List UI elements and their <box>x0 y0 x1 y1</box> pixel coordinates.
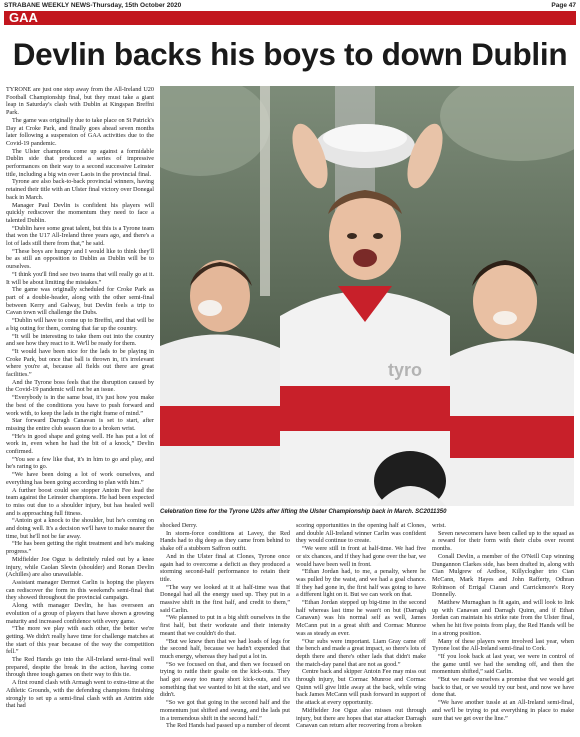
article-paragraph: “Our subs were important. Liam Gray came off the bench and made a great impact, so there's lots of depth there and there's other lads that didn't make the match-day panel that are not as good.” <box>296 637 426 668</box>
article-paragraph: “I think you'll find see two teams that will really go at it. It will be about limiting the mistakes.” <box>6 270 154 286</box>
article-paragraph: Many of these players were involved last year, when Tyrone lost the All-Ireland semi-final to Cork. <box>432 637 574 653</box>
article-paragraph: Midfielder Joe Oguz also misses out through injury, but there are hopes that star attacker Darragh Canavan can return after recovering from a broken <box>296 706 426 730</box>
article-paragraph: “The way we looked at it at half-time was that Donegal had all the energy used up. They put in a massive shift in the first half, and credit to them,” said Carlin. <box>160 583 290 614</box>
article-paragraph: TYRONE are just one step away from the All-Ireland U20 Football Championship final, but they must take a giant leap in Saturday's clash with Dublin at Kingspan Breffni Park. <box>6 86 154 117</box>
article-paragraph: Tyrone are also back-to-back provincial winners, having retained their title with an Ulster final victory over Donegal back in March. <box>6 178 154 201</box>
article-paragraph: The Red Hands go into the All-Ireland semi-final well prepared, despite the break in the action, having come through three tough games on their way to this tie. <box>6 656 154 679</box>
article-paragraph: “Ethan Jordan had, to me, a penalty, where he was pulled by the waist, and we had a goal chance. If they had gone in, the first half was going to have a different light on it. But we can work on that. <box>296 568 426 599</box>
article-column-bottom-3 <box>432 522 574 734</box>
article-paragraph: “You see a few like that, it's in him to go and play, and he's raring to go. <box>6 455 154 471</box>
article-paragraph: “It would have been nice for the lads to be playing in Croke Park, but once that ball is thrown in, it's irrelevant where you're at, because all fields out there are great facilities.” <box>6 347 154 379</box>
article-paragraph: Along with manager Devlin, he has overseen an evolution of a group of players that have shown a growing maturity and increased confidence with every game. <box>6 602 154 625</box>
publication-date: STRABANE WEEKLY NEWS-Thursday, 15th October 2020 <box>4 2 182 9</box>
article-paragraph: The Ulster champions come up against a formidable Dublin side that produced a series of impressive performances on their way to a second successive Leinster title, including a big win over Laois in the provincial final. <box>6 147 154 178</box>
article-paragraph: “But we knew then that we had loads of legs for the second half, because we hadn't expended that much energy, whereas they had put a lot in. <box>160 637 290 660</box>
article-paragraph: Matthew Murnaghan is fit again, and will look to link up with Canavan and Darragh Quinn, and if Ethan Jordan can maintain his strike rate from the Ulster final, when he hit five points from play, the Red Hands will be in a strong position. <box>432 599 574 637</box>
article-column-left <box>6 86 154 733</box>
article-paragraph: “We planned to put in a big shift ourselves in the first half, but their workrate and their intensity meant that we couldn't do that. <box>160 614 290 637</box>
article-column-bottom-2 <box>296 522 426 734</box>
section-label: GAA <box>9 10 38 25</box>
article-paragraph: “If you look back at last year, we were in control of the game until we had the sending off, and then the momentum shifted,” said Carlin. <box>432 652 574 676</box>
article-paragraph: “He's in good shape and going well. He has put a lot of work in, even when he had the bit of a knock,” Devlin confirmed. <box>6 432 154 456</box>
article-paragraph: A first round clash with Armagh went to extra-time at the Athletic Grounds, with the defending champions finishing strongly to set up a semi-final clash with an Antrim side that had <box>6 679 154 710</box>
article-paragraph: Manager Paul Devlin is confident his players will quickly rediscover the momentum they need to face a talented Dublin. <box>6 201 154 224</box>
article-paragraph: “Dublin will have to come up to Breffni, and that will be a big outing for them, coming that far up the country. <box>6 317 154 332</box>
svg-text:tyro: tyro <box>388 360 423 380</box>
article-paragraph: scoring opportunities in the opening half at Clones, and double All-Ireland winner Carlin was confident they would continue to create. <box>296 522 426 545</box>
article-paragraph: wrist. <box>432 522 446 529</box>
photo-caption: Celebration time for the Tyrone U20s after lifting the Ulster Championship back in March. SC2011350 <box>160 509 447 515</box>
article-paragraph: “Ethan Jordan stepped up big-time in the second half whereas last time he wasn't on but (Darragh Canavan) was his normal self as well, James McCann put in a great shift and Cormac Munroe was as steady as ever. <box>296 599 426 637</box>
article-paragraph: Conall Devlin, a member of the O'Neill Cup winning Dungannon Clarkes side, has been drafted in, along with Cian Mulgrew of Ardboe, Killyclogher trio Cian McCann, Mark Hayes and John Rafferty, Odhran Robinson of Errigal Ciaran and Carrickmore's Rory Donnelly. <box>432 552 574 599</box>
article-paragraph: Centre back and skipper Antoin Fee may miss out through injury, but Cormac Munroe and Cormac Quinn will give little away at the back, while wing back James McCann will push forward in support of the attack at every opportunity. <box>296 668 426 707</box>
article-paragraph: “Antoin got a knock to the shoulder, but he's coming on and doing well. It's a decision we'll have to make nearer the time, but he'll not be far away. <box>6 517 154 540</box>
article-paragraph: And in the Ulster final at Clones, Tyrone once again had to overcome a deficit as they produced a storming second-half performance to retain their title. <box>160 552 290 583</box>
article-paragraph: The game was originally scheduled for Croke Park as part of a double-header, along with the other semi-final between Kerry and Galway, but Devlin feels a trip to Cavan town will challenge the Dubs. <box>6 286 154 317</box>
article-paragraph: “So we got that going in the second half and the momentum just shifted and swung, and the lads put in a tremendous shift in the second half.” <box>160 699 290 722</box>
article-paragraph: A further boost could see stopper Antoin Fee lead the team against the Leinster champions. He had been expected to miss out due to a shoulder injury, but has healed well and is approaching full fitness. <box>6 486 154 517</box>
article-paragraph: “So we focused on that, and then we focused on trying to rattle their goalie on the kick-outs. They had got away too many short kick-outs, and it's something that we wanted to hit at the start, and we didn't. <box>160 660 290 699</box>
article-paragraph: Midfielder Joe Oguz is definitely ruled out by a knee injury, while Caolan Slevin (shoulder) and Ronan Devlin (Achilles) are also unavailable. <box>6 555 154 579</box>
article-paragraph: The game was originally due to take place on St Patrick's Day at Croke Park, and finally goes ahead seven months later following a suspension of GAA activities due to the Covid-19 pandemic. <box>6 116 154 147</box>
article-paragraph: And the Tyrone boss feels that the disruption caused by the Covid-19 pandemic will not be an issue. <box>6 378 154 394</box>
article-paragraph: “Dublin have some great talent, but this is a Tyrone team that won the U17 All-Ireland three years ago, and there's a lot of lads still there from that,” he said. <box>6 224 154 248</box>
article-paragraph: “The more we play with each other, the better we're getting. We didn't really have time for challenge matches at the start of this year because of the way the competition fell.” <box>6 625 154 656</box>
article-paragraph: “We were still in front at half-time. We had five or six chances, and if they had gone over the bar, we would have been well in front. <box>296 545 426 568</box>
article-paragraph: The Red Hands had passed up a number of decent <box>166 722 290 730</box>
article-paragraph: “He has been getting the right treatment and he's making progress.” <box>6 540 154 556</box>
article-paragraph: “We have another tussle at an All-Ireland semi-final, and we'll be trying to put everything in place to make sure that we get over the line.” <box>432 699 574 722</box>
article-column-bottom-1 <box>160 522 290 734</box>
section-bar <box>4 11 576 25</box>
page-number: Page 47 <box>551 2 576 9</box>
article-paragraph: “Everybody is in the same boat, it's just how you make the best of the conditions you have to push forward and work with, to keep the lads in the right frame of mind.” <box>6 394 154 417</box>
headline: Devlin backs his boys to down Dublin <box>12 36 568 72</box>
article-paragraph: “But we made ourselves a promise that we would get back to that, or we would try our best, and now we have done that. <box>432 676 574 699</box>
article-paragraph: “We have been doing a lot of work ourselves, and everything has been going according to plan with him.” <box>6 471 154 486</box>
photo-illustration <box>160 86 574 506</box>
team-celebration-photo <box>160 86 574 506</box>
article-paragraph: Star forward Darragh Canavan is set to start, after missing the entire club season due to a broken wrist. <box>6 417 154 432</box>
article-paragraph: shocked Derry. <box>160 522 198 529</box>
article-paragraph: “These boys are hungry and I would like to think they'll be as still an opposition to Dublin as Dublin will be to ourselves. <box>6 247 154 271</box>
article-paragraph: Seven newcomers have been called up to the squad as a reward for their form with their clubs over recent months. <box>432 529 574 553</box>
article-paragraph: Assistant manager Dermot Carlin is hoping the players can rediscover the form in this weekend's semi-final that they showed throughout the provincial campaign. <box>6 579 154 602</box>
article-paragraph: In storm-force conditions at Lavey, the Red Hands had to dig deep as they came from behind to shake off a stubborn Saffron outfit. <box>160 529 290 553</box>
article-paragraph: “It will be interesting to take them out into the country and see how they react to it. We'll be ready for them. <box>6 332 154 348</box>
